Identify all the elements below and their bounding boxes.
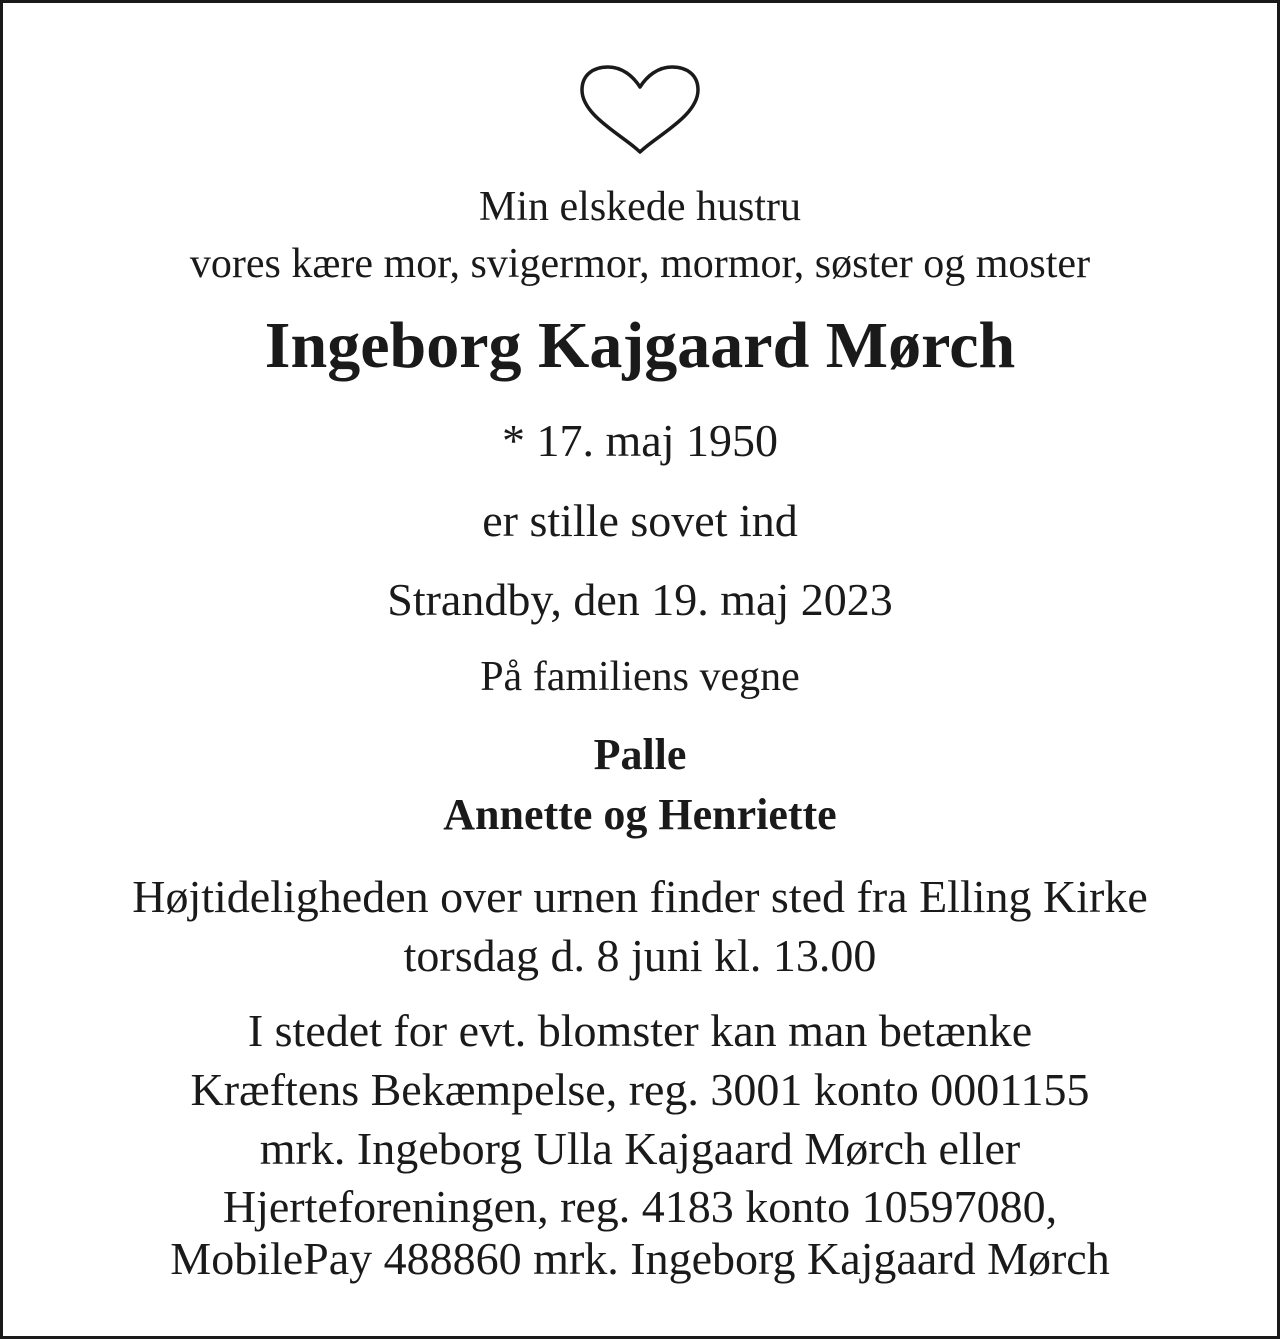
passed-text: er stille sovet ind [482, 495, 798, 546]
donation-line-1: I stedet for evt. blomster kan man betænke [247, 1005, 1033, 1056]
ceremony-line-2: torsdag d. 8 juni kl. 13.00 [403, 930, 877, 981]
intro-line-2: vores kære mor, svigermor, mormor, søster og moster [189, 241, 1091, 287]
deceased-name: Ingeborg Kajgaard Mørch [264, 309, 1016, 382]
donation-line-3: mrk. Ingeborg Ulla Kajgaard Mørch eller [259, 1123, 1021, 1174]
place-date: Strandby, den 19. maj 2023 [387, 574, 893, 625]
intro-line-1: Min elskede hustru [479, 184, 801, 230]
signer-line-2: Annette og Henriette [443, 790, 837, 839]
on-behalf-text: På familiens vegne [480, 654, 800, 700]
heart-icon [578, 64, 702, 156]
birth-date: * 17. maj 1950 [502, 415, 778, 466]
donation-line-4: Hjerteforeningen, reg. 4183 konto 10597080, [222, 1181, 1058, 1232]
donation-line-2: Kræftens Bekæmpelse, reg. 3001 konto 0001155 [190, 1064, 1090, 1115]
ceremony-line-1: Højtideligheden over urnen finder sted fra Elling Kirke [132, 871, 1148, 922]
donation-line-5: MobilePay 488860 mrk. Ingeborg Kajgaard Mørch [170, 1233, 1110, 1284]
signer-line-1: Palle [593, 730, 687, 779]
